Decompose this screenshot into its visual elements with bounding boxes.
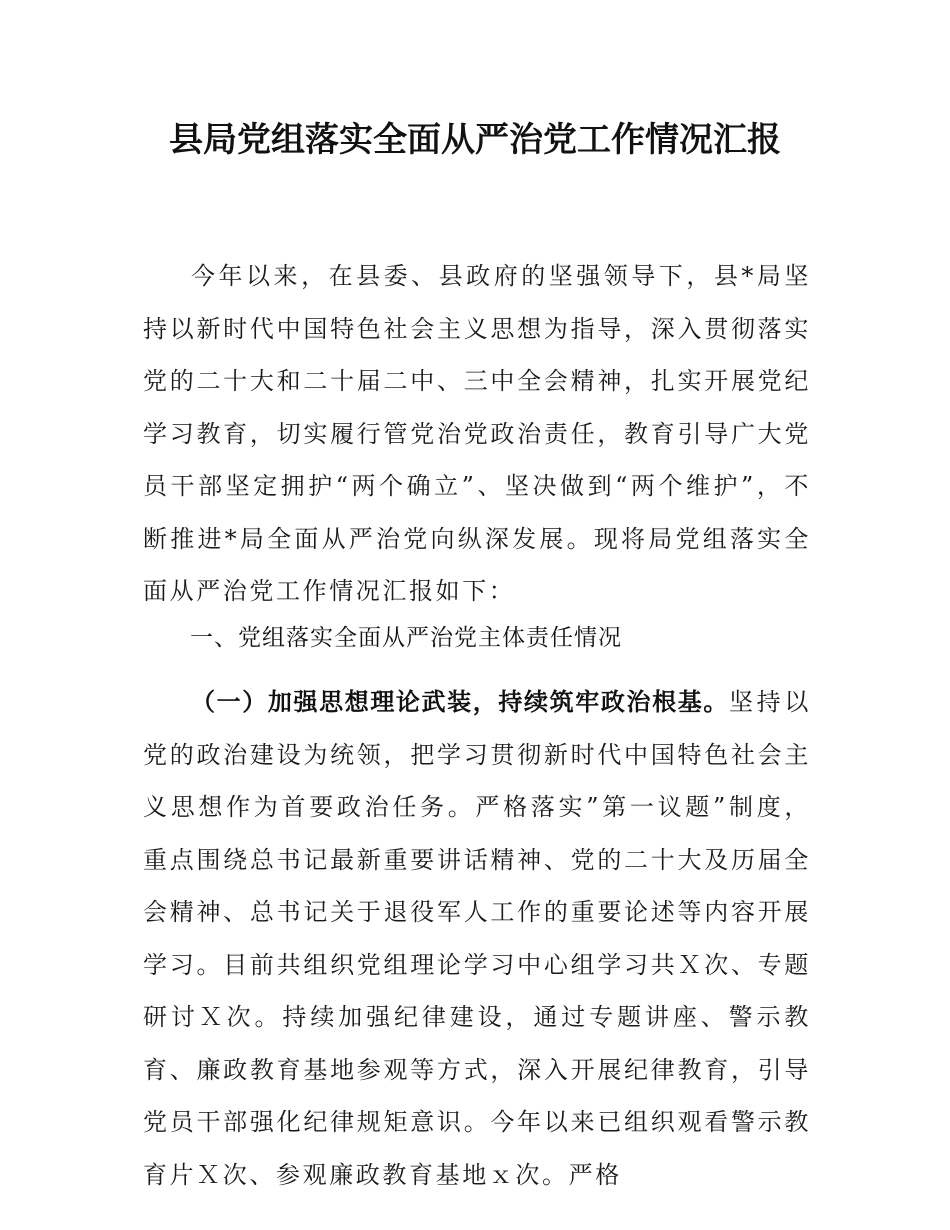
section-one-heading: 一、党组落实全面从严治党主体责任情况 [190,625,622,651]
subsection-one-paragraph [143,676,811,1201]
intro-paragraph: 今年以来，在县委、县政府的坚强领导下，县*局坚持以新时代中国特色社会主义思想为指导，深入贯彻落实党的二十大和二十届二中、三中全会精神，扎实开展党纪学习教育，切实履行管党治党政治责任，教育引导广大党员干部坚定拥护“两个确立”、坚决做到“两个维护”，不断推进*局全面从严治党向纵深发展。现将局党组落实全面从严治党工作情况汇报如下： [143,262,811,605]
document-title: 县局党组落实全面从严治党工作情况汇报 [169,120,781,160]
subsection-one-lead: （一）加强思想理论武装，持续筑牢政治根基。 [191,688,729,716]
subsection-one-body: 坚持以党的政治建设为统领，把学习贯彻新时代中国特色社会主义思想作为首要政治任务。严格落实”第一议题”制度，重点围绕总书记最新重要讲话精神、党的二十大及历届全会精神、总书记关于退役军人工作的重要论述等内容开展学习。目前共组织党组理论学习中心组学习共Ｘ次、专题研讨Ｘ次。持续加强纪律建设，通过专题讲座、警示教育、廉政教育基地参观等方式，深入开展纪律教育，引导党员干部强化纪律规矩意识。今年以来已组织观看警示教育片Ｘ次、参观廉政教育基地ｘ次。严格 [143,688,811,1189]
